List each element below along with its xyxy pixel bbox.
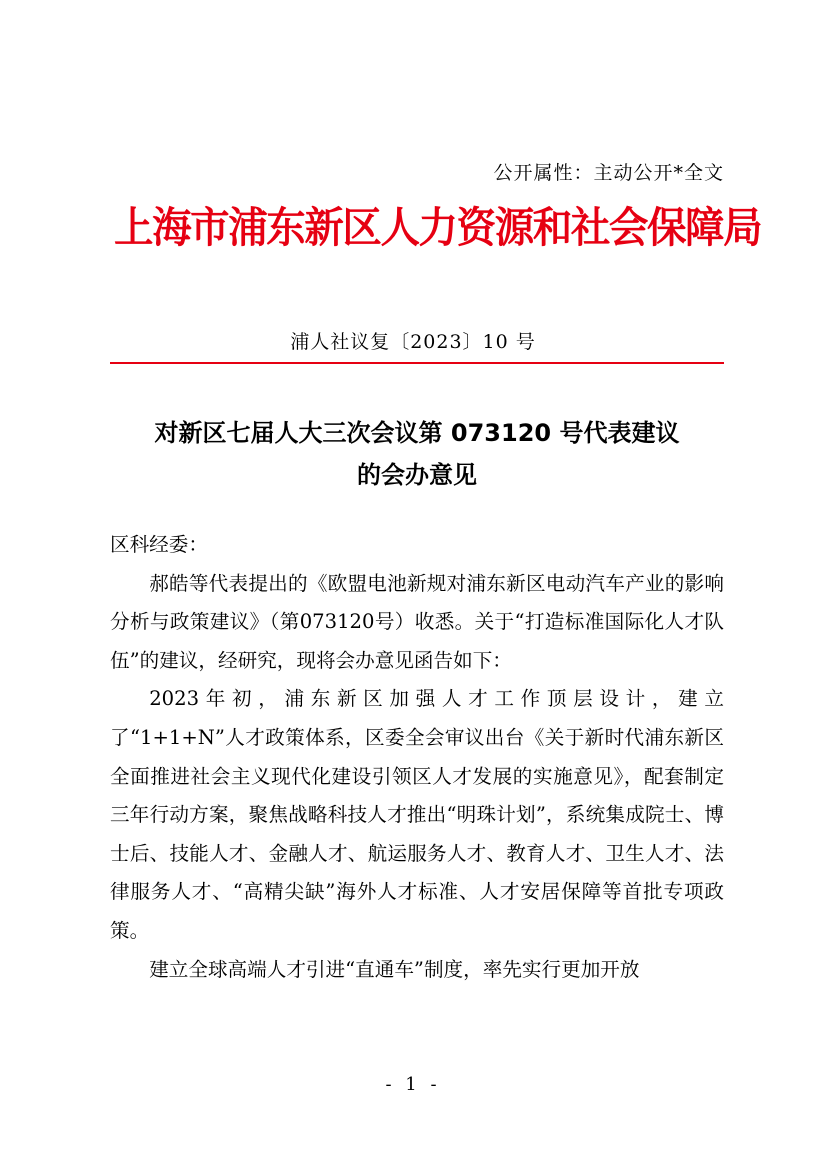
salutation: 区科经委： — [110, 533, 208, 556]
document-title-line-1: 对新区七届人大三次会议第 073120 号代表建议 — [154, 419, 680, 447]
body-paragraph-3: 建立全球高端人才引进“直通车”制度，率先实行更加开放 — [149, 957, 640, 981]
document-title — [110, 412, 724, 496]
red-divider-line — [110, 362, 724, 364]
body-paragraph-1: 郝皓等代表提出的《欧盟电池新规对浦东新区电动汽车产业的影响分析与政策建议》（第073120号）收悉。关于“打造标准国际化人才队伍”的建议，经研究，现将会办意见函告如下： — [110, 571, 724, 672]
issuing-agency-name: 上海市浦东新区人力资源和社会保障局 — [114, 203, 762, 252]
document-number: 浦人社议复〔2023〕10 号 — [290, 331, 536, 353]
page-number: - 1 - — [385, 1074, 441, 1095]
document-title-line-2: 的会办意见 — [357, 461, 477, 489]
disclosure-attribute: 公开属性：主动公开*全文 — [493, 162, 724, 184]
body-paragraph-2: 2023年初，浦东新区加强人才工作顶层设计，建立了“1+1+N”人才政策体系，区委全会审议出台《关于新时代浦东新区全面推进社会主义现代化建设引领区人才发展的实施意见》，配套制定三年行动方案，聚焦战略科技人才推出“明珠计划”，系统集成院士、博士后、技能人才、金融人才、航运服务人才、教育人才、卫生人才、法律服务人才、“高精尖缺”海外人才标准、人才安居保障等首批专项政策。 — [110, 687, 724, 942]
document-body — [110, 526, 724, 989]
